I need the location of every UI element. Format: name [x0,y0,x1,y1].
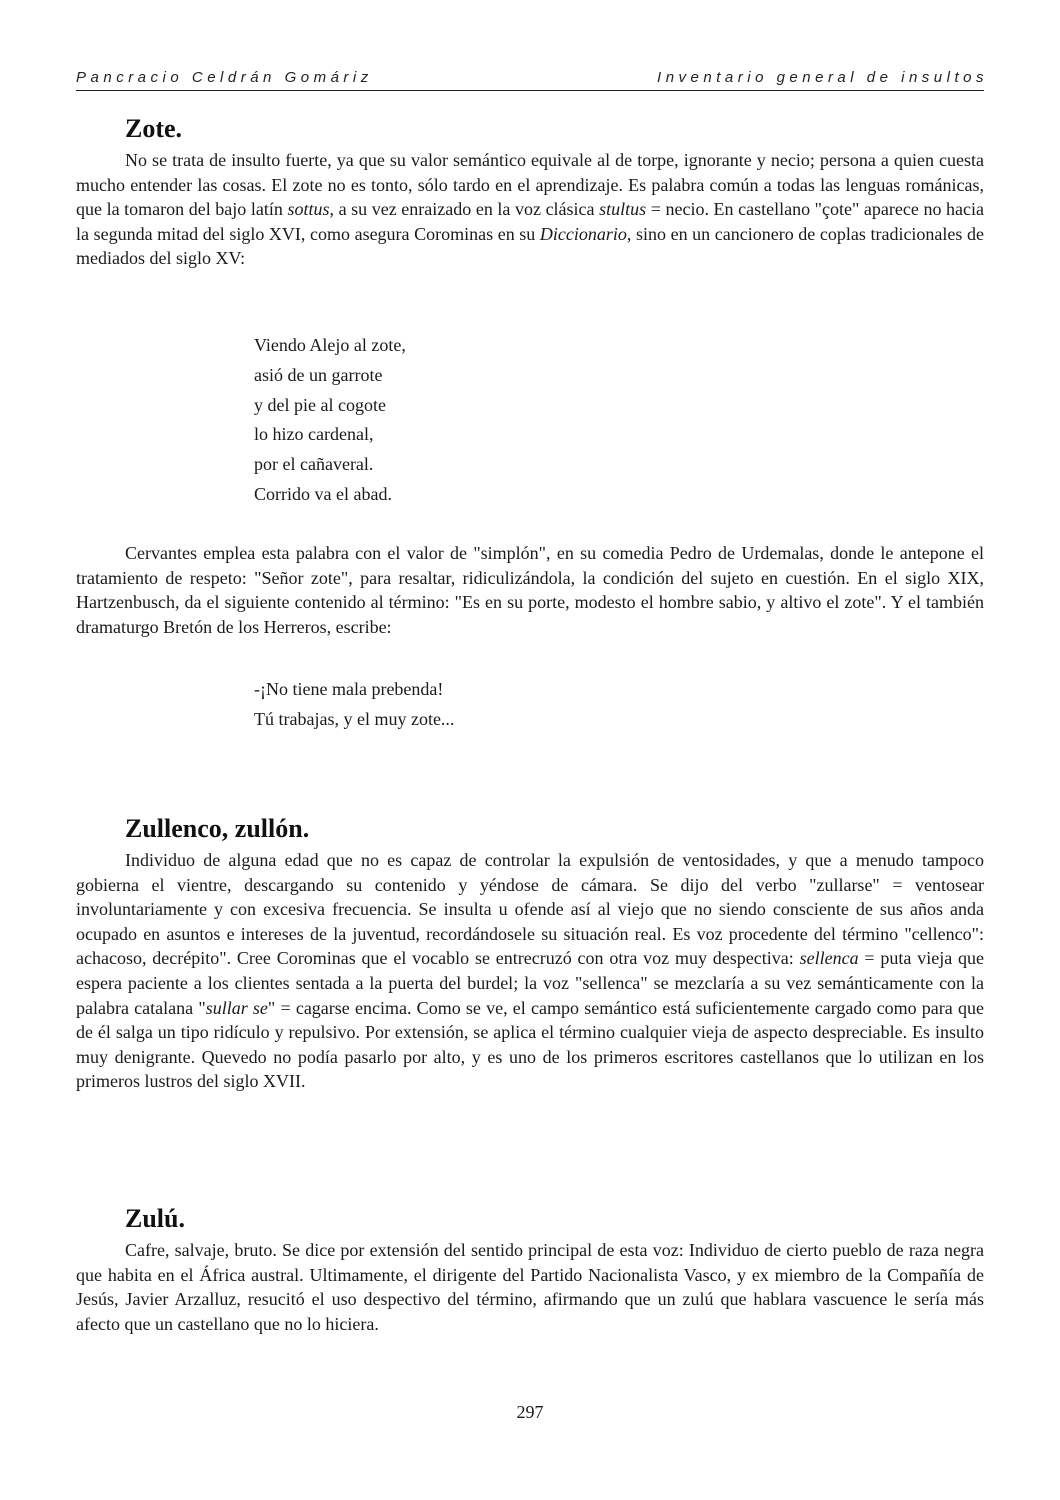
text-run: = necio. En castellano "çote" aparece no hacia la segunda mitad del siglo XVI, como asegura Corominas en su [76,199,985,244]
verse-line: Viendo Alejo al zote, [254,335,406,355]
text-run: No se trata de insulto fuerte, ya que su valor semántico equivale al de torpe, ignorante y necio; persona a quien cuesta mucho entender las cosas. El zote no es tonto, sólo tardo en el aprendizaje. Es palabra común a todas las lenguas románicas, que la tomaron del bajo latín [76,150,984,220]
running-header [76,69,988,91]
entry-zullenco [76,814,984,1094]
verse-quote-2 [254,675,454,735]
entry-zote-paragraph-2: Cervantes emplea esta palabra con el valor de "simplón", en su comedia Pedro de Urdemalas, donde le antepone el tratamiento de respeto: "Señor zote", para resaltar, ridiculizándola, la condición del sujeto en cuestión. En el siglo XIX, Hartzenbusch, da el siguiente contenido al término: "Es en su porte, modesto el hombre sabio, y altivo el zote". Y el también dramaturgo Bretón de los Herreros, escribe: [76,543,984,637]
latin-term-stultus: stultus [599,199,647,220]
verse-line: Corrido va el abad. [254,483,392,504]
text-run: , a su vez enraizado en la voz clásica [329,199,600,220]
book-title-diccionario: Diccionario [539,223,627,244]
verse-line: lo hizo cardenal, [254,424,374,445]
entry-zulu [76,1204,984,1336]
entry-zote-paragraph-1 [76,148,984,271]
header-book-title: Inventario general de insultos [657,69,988,86]
latin-term-sottus: sottus [287,199,330,220]
term-sellenca: sellenca [799,948,859,969]
text-run: = puta vieja que espera paciente a los clientes sentada a la puerta del burdel; la voz "sellenca" se mezclaría a su vez semánticamente con la palabra catalana " [76,948,984,1018]
entry-zulu-paragraph: Cafre, salvaje, bruto. Se dice por extensión del sentido principal de esta voz: Individuo de cierto pueblo de raza negra que habita en el África austral. Ultimamente, el dirigente del Partido Nacionalista Vasco, y ex miembro de la Compañía de Jesús, Javier Arzalluz, resucitó el uso despectivo del término, afirmando que un zulú que hablara vascuence le sería más afecto que un castellano que no lo hiciera. [76,1240,984,1334]
entry-title-zullenco: Zullenco, zullón. [125,814,310,843]
entry-zote [76,114,984,271]
entry-zullenco-paragraph [76,848,984,1094]
verse-line: asió de un garrote [254,364,383,385]
verse-line: por el cañaveral. [254,454,374,475]
text-run: , sino en un cancionero de coplas tradicionales de mediados del siglo XV: [76,223,985,269]
text-run: " = cagarse encima. Como se ve, el campo semántico está suficientemente cargado como para que de él salga un tipo ridículo y repulsivo. Por extensión, se aplica el término cualquier vieja de aspecto despreciable. Es insulto muy denigrante. Quevedo no podía pasarlo por alto, y es uno de los primeros escritores castellanos que lo utilizan en los primeros lustros del siglo XVII. [76,997,984,1092]
verse-line: Tú trabajas, y el muy zote... [254,708,455,729]
verse-quote-1 [254,331,406,510]
entry-title-zote: Zote. [125,114,183,143]
verse-line: -¡No tiene mala prebenda! [254,679,444,699]
entry-title-zulu: Zulú. [125,1204,185,1233]
verse-line: y del pie al cogote [254,394,386,415]
text-run: Individuo de alguna edad que no es capaz de controlar la expulsión de ventosidades, y que a menudo tampoco gobierna el vientre, descargando su contenido y yéndose de cámara. Se dijo del verbo "zullarse" = ventosear involuntariamente y con excesiva frecuencia. Se insulta u ofende así al viejo que no siendo consciente de sus años anda ocupado en asuntos e intereses de la juventud, recordándosele su situación real. Es voz procedente del término "cellenco": achacoso, decrépito". Cree Corominas que el vocablo se entrecruzó con otra voz muy despectiva: [76,850,984,969]
page-number: 297 [516,1402,544,1422]
term-sullar-se: sullar se [205,997,268,1018]
entry-zote-paragraph-2-block [76,541,984,639]
header-author: Pancracio Celdrán Gomáriz [76,69,373,86]
